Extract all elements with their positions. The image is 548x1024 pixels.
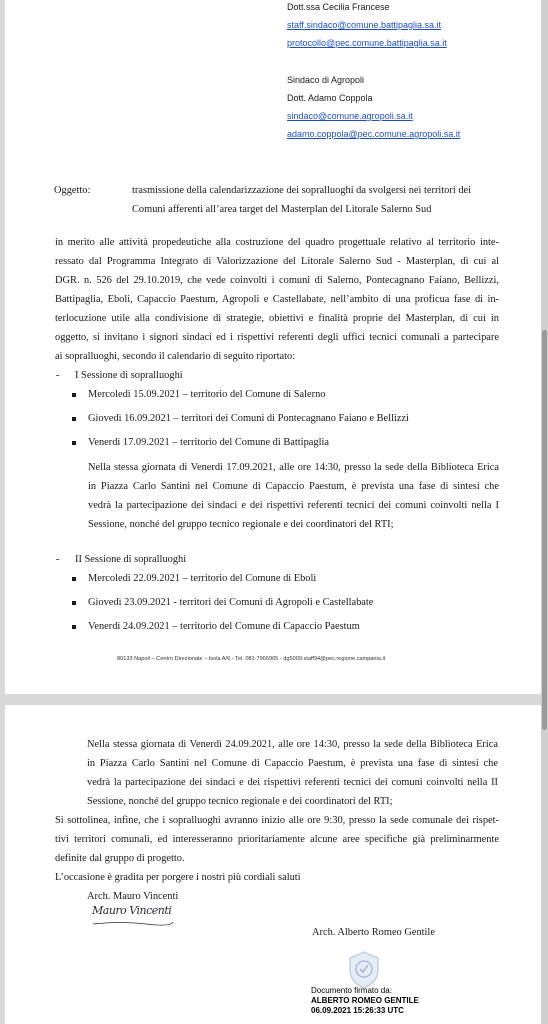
subject-line: trasmissione della calendarizzazione dei sopralluoghi da svolgersi nei territori dei [132,185,472,196]
paragraph-line: DGR. n. 526 del 29.10.2019, che vede coinvolti i comuni di Salerno, Pontecagnano Faiano, Bellizzi, [55,275,499,286]
paragraph-line: terlocuzione utile alla condivisione di strategie, obiettivi e finalità proprie del Masterplan, di cui in [55,313,499,324]
bullet-icon [72,441,76,445]
digital-signature-label: Documento firmato da: [311,986,392,995]
schedule-item: Giovedì 23.09.2021 - territori dei Comuni di Agropoli e Castellabate [88,597,374,608]
paragraph-line: Battipaglia, Eboli, Capaccio Paestum, Agropoli e Castellabate, nell’ambito di una proficua fase di in- [55,294,499,305]
paragraph-line: Si sottolinea, infine, che i sopralluoghi avranno inizio alle ore 9:30, presso la sede comunale dei rispet- [55,815,499,826]
bullet-icon [72,601,76,605]
greeting: L’occasione è gradita per porgere i nostri più cordiali saluti [55,872,301,883]
recipient-email-link[interactable]: sindaco@comune.agropoli.sa.it [287,111,413,121]
schedule-item: Venerdì 17.09.2021 – territorio del Comune di Battipaglia [88,437,329,448]
page-footer: 80133 Napoli – Centro Direzionale – Isola A/6 - Tel. 081-7966965 - dg5009.staff94@pec.regione.campania.it [117,656,386,662]
handwritten-signature: Mauro Vincenti [92,904,172,917]
recipient-name-agropoli: Dott. Adamo Coppola [287,93,373,103]
session-note-line: vedrà la partecipazione dei sindaci e dei rispettivi referenti tecnici dei comuni coinvolti nella II [87,777,498,788]
schedule-item: Venerdì 24.09.2021 – territorio del Comune di Capaccio Paestum [88,621,360,632]
paragraph-line: definite dal gruppo di progetto. [55,853,185,864]
schedule-item: Mercoledì 15.09.2021 – territorio del Comune di Salerno [88,389,326,400]
bullet-icon [72,577,76,581]
recipient-email-link[interactable]: protocollo@pec.comune.battipaglia.sa.it [287,38,447,48]
bullet-icon [72,625,76,629]
paragraph-line: in merito alle attività propedeutiche alla costruzione del quadro progettuale relativo al territorio inte- [55,237,499,248]
subject-line: Comuni afferenti all’area target del Masterplan del Litorale Salerno Sud [132,204,432,215]
session-note-line: Nella stessa giornata di Venerdì 17.09.2021, alle ore 14:30, presso la sede della Biblioteca Erica [88,462,499,473]
session-note-line: vedrà la partecipazione dei sindaci e dei rispettivi referenti tecnici dei comuni coinvolti nella I [88,500,499,511]
paragraph-line: ressato dal Programma Integrato di Valorizzazione del Litorale Salerno Sud - Masterplan, di cui al [55,256,499,267]
digital-signature-name: ALBERTO ROMEO GENTILE [311,996,419,1005]
signatory-name: Arch. Alberto Romeo Gentile [312,927,435,938]
session-dash: - [56,554,60,565]
signatory-name: Arch. Mauro Vincenti [87,891,179,902]
session-note-line: in Piazza Carlo Santini nel Comune di Capaccio Paestum, è prevista una fase di sintesi che [88,481,499,492]
scrollbar-thumb[interactable] [542,330,547,730]
digital-signature-datetime: 06.09.2021 15:26:33 UTC [311,1006,404,1015]
digital-signature-seal-icon [347,950,381,990]
bullet-icon [72,417,76,421]
session-title: I Sessione di sopralluoghi [75,370,183,381]
session-note-line: Sessione, nonché del gruppo tecnico regionale e dei coordinatori del RTI; [88,519,394,530]
session-note-line: in Piazza Carlo Santini nel Comune di Capaccio Paestum, è prevista una fase di sintesi che [87,758,498,769]
session-dash: - [56,370,60,381]
document-page-1 [5,0,541,694]
schedule-item: Giovedì 16.09.2021 – territori dei Comuni di Pontecagnano Faiano e Bellizzi [88,413,409,424]
session-note-line: Nella stessa giornata di Venerdì 24.09.2021, alle ore 14:30, presso la sede della Biblioteca Erica [87,739,498,750]
recipient-email-link[interactable]: staff.sindaco@comune.battipaglia.sa.it [287,20,442,30]
recipient-role-agropoli: Sindaco di Agropoli [287,75,365,85]
recipient-name-battipaglia: Dott.ssa Cecilia Francese [287,2,390,12]
document-page-2 [5,705,541,1024]
recipient-email-link[interactable]: adamo.coppola@pec.comune.agropoli.sa.it [287,129,461,139]
bullet-icon [72,393,76,397]
signature-underline [91,919,175,927]
subject-label: Oggetto: [54,185,91,196]
session-title: II Sessione di sopralluoghi [75,554,187,565]
vertical-scrollbar[interactable] [541,0,548,1024]
paragraph-line: ai sopralluoghi, secondo il calendario di seguito riportato: [55,351,296,362]
paragraph-line: oggetto, si invitano i signori sindaci ed i rispettivi referenti degli uffici tecnici comunali a partecipare [55,332,499,343]
schedule-item: Mercoledì 22.09.2021 – territorio del Comune di Eboli [88,573,317,584]
session-note-line: Sessione, nonché del gruppo tecnico regionale e dei coordinatori del RTI; [87,796,393,807]
paragraph-line: tivi territori comunali, ed interesseranno prioritariamente alcune aree specifiche già preliminarmente [55,834,499,845]
